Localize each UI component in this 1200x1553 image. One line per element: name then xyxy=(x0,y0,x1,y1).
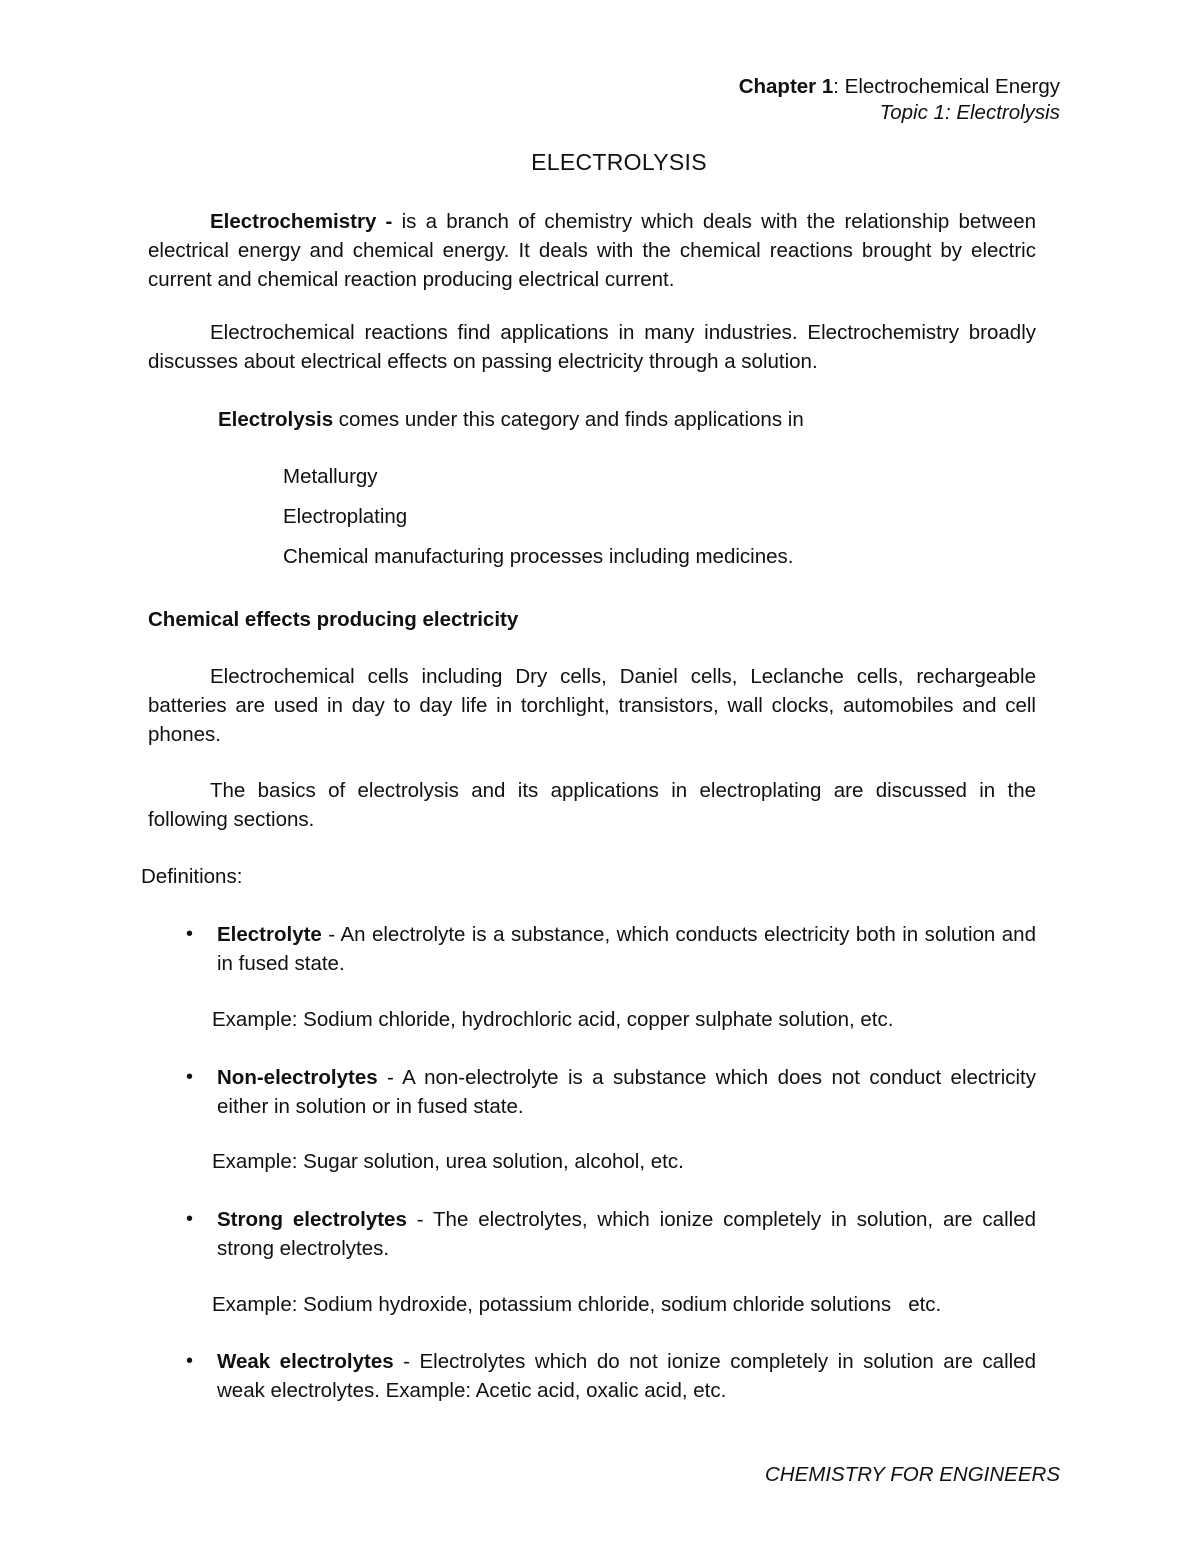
applications-paragraph: Electrochemical reactions find applications in many industries. Electrochemistry broadly discusses about electrical effects on passing electricity through a solution. xyxy=(148,321,1036,373)
definitions-label: Definitions: xyxy=(141,865,243,888)
definition-description: - A non-electrolyte is a substance which does not conduct electricity either in solution or in fused state. xyxy=(217,1066,1036,1118)
electrolysis-intro xyxy=(148,405,1036,434)
header-topic: Topic 1: Electrolysis xyxy=(879,101,1060,124)
electrochemistry-term: Electrochemistry - xyxy=(210,210,393,233)
section-paragraph-1: Electrochemical cells including Dry cells, Daniel cells, Leclanche cells, rechargeable batteries are used in day to day life in torchlight, transistors, wall clocks, automobiles and cell phones. xyxy=(148,665,1036,746)
bullet-icon: • xyxy=(186,1350,194,1372)
definition-term: Non-electrolytes xyxy=(217,1066,378,1089)
definition-text xyxy=(217,1347,1036,1405)
definition-example: Example: Sugar solution, urea solution, alcohol, etc. xyxy=(212,1150,684,1173)
header-chapter-label: Chapter 1 xyxy=(738,75,834,98)
definition-description: - The electrolytes, which ionize completely in solution, are called strong electrolytes. xyxy=(217,1208,1036,1260)
page-title: ELECTROLYSIS xyxy=(531,149,707,175)
definition-term: Strong electrolytes xyxy=(217,1208,407,1231)
electrochemistry-text: is a branch of chemistry which deals with the relationship between electrical energy and chemical energy. It deals with the chemical reactions brought by electric current and chemical reaction producing electrical current. xyxy=(148,210,1037,291)
definition-example: Example: Sodium hydroxide, potassium chloride, sodium chloride solutions etc. xyxy=(212,1293,942,1316)
section-paragraph-2: The basics of electrolysis and its applications in electroplating are discussed in the following sections. xyxy=(148,779,1036,831)
bullet-icon: • xyxy=(186,1208,194,1230)
definition-description: - Electrolytes which do not ionize completely in solution are called weak electrolytes. Example: Acetic acid, oxalic acid, etc. xyxy=(217,1350,1036,1402)
bullet-icon: • xyxy=(186,923,194,945)
definition-term: Weak electrolytes xyxy=(217,1350,394,1373)
electrolysis-term: Electrolysis xyxy=(218,408,334,431)
page-footer: CHEMISTRY FOR ENGINEERS xyxy=(764,1463,1060,1486)
definition-text xyxy=(217,1063,1036,1121)
definition-term: Electrolyte xyxy=(217,923,322,946)
electrochemistry-definition xyxy=(148,207,1036,294)
definition-example: Example: Sodium chloride, hydrochloric acid, copper sulphate solution, etc. xyxy=(212,1008,894,1031)
electrolysis-text: comes under this category and finds applications in xyxy=(333,408,804,431)
list-item: Chemical manufacturing processes including medicines. xyxy=(283,545,794,568)
list-item: Metallurgy xyxy=(283,465,378,488)
definition-description: - An electrolyte is a substance, which conducts electricity both in solution and in fused state. xyxy=(217,923,1036,975)
list-item: Electroplating xyxy=(283,505,408,528)
applications-list xyxy=(283,462,793,582)
section-heading: Chemical effects producing electricity xyxy=(148,608,519,631)
header-chapter-title: : Electrochemical Energy xyxy=(833,75,1060,98)
header-chapter xyxy=(739,72,1060,101)
definition-text xyxy=(217,920,1036,978)
bullet-icon: • xyxy=(186,1066,194,1088)
definition-text xyxy=(217,1205,1036,1263)
